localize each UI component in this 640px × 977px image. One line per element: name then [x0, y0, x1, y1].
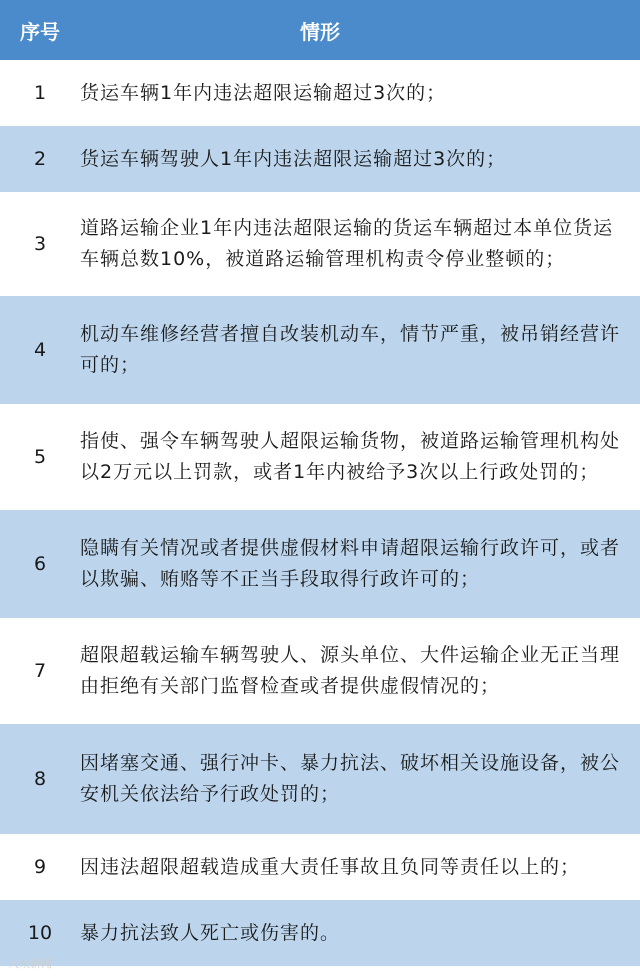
row-num: 4: [33, 339, 47, 361]
row-text: 指使、强令车辆驾驶人超限运输货物，被道路运输管理机构处以2万元以上罚款，或者1年内被给予3次以上行政处罚的；: [80, 430, 621, 483]
row-num: 9: [33, 856, 47, 878]
row-text: 货运车辆1年内违法超限运输超过3次的；: [80, 81, 447, 104]
table-row: [0, 724, 640, 834]
row-text: 机动车维修经营者擅自改装机动车，情节严重，被吊销经营许可的；: [80, 323, 621, 376]
row-text: 因违法超限超载造成重大责任事故且负同等责任以上的；: [80, 855, 581, 878]
table-row: [0, 900, 640, 966]
row-num: 6: [33, 553, 47, 575]
row-text: 超限超载运输车辆驾驶人、源头单位、大件运输企业无正当理由拒绝有关部门监督检查或者提供虚假情况的；: [80, 644, 621, 697]
table-row: [0, 834, 640, 900]
header-desc: 情形: [300, 19, 340, 44]
table-row: [0, 60, 640, 126]
table-header: [0, 0, 640, 60]
row-num: 8: [33, 768, 47, 790]
table-row: [0, 404, 640, 510]
row-num: 3: [33, 233, 47, 255]
watermark-logo: 大众新闻: [8, 957, 52, 970]
table-row: [0, 192, 640, 296]
header-num: 序号: [20, 19, 60, 44]
table-row: [0, 296, 640, 404]
table-row: [0, 510, 640, 618]
row-text: 隐瞒有关情况或者提供虚假材料申请超限运输行政许可，或者以欺骗、贿赂等不正当手段取得行政许可的；: [80, 537, 621, 590]
row-num: 10: [27, 922, 53, 944]
table-row: [0, 126, 640, 192]
row-num: 2: [33, 148, 47, 170]
row-num: 7: [33, 660, 47, 682]
row-num: 1: [33, 82, 47, 104]
row-text: 因堵塞交通、强行冲卡、暴力抗法、破坏相关设施设备，被公安机关依法给予行政处罚的；: [80, 752, 621, 805]
row-num: 5: [33, 446, 47, 468]
row-text: 暴力抗法致人死亡或伤害的。: [80, 921, 341, 944]
row-text: 货运车辆驾驶人1年内违法超限运输超过3次的；: [80, 147, 507, 170]
table-row: [0, 618, 640, 724]
row-text: 道路运输企业1年内违法超限运输的货运车辆超过本单位货运车辆总数10%，被道路运输管理机构责令停业整顿的；: [80, 217, 614, 270]
